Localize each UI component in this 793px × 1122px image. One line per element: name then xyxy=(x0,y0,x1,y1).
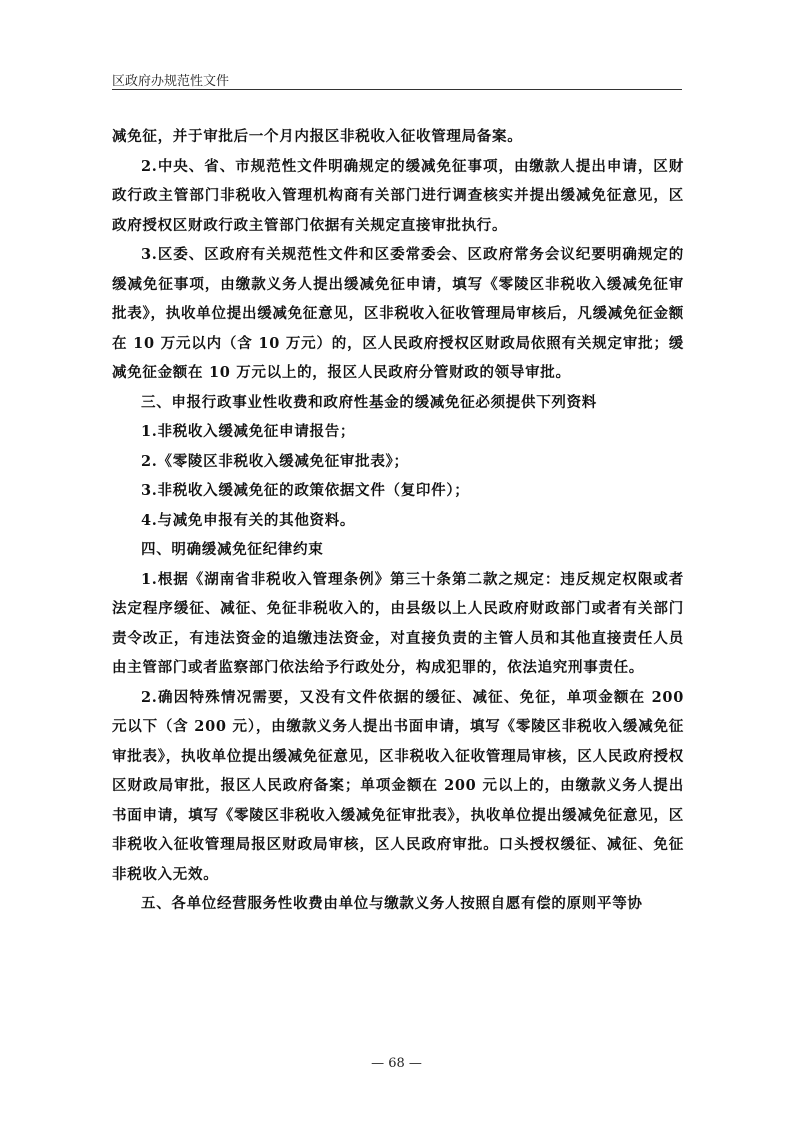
section-heading: 三、申报行政事业性收费和政府性基金的缓减免征必须提供下列资料 xyxy=(141,393,597,411)
section-heading: 五、各单位经营服务性收费由单位与缴款义务人按照自愿有偿的原则平等协 xyxy=(141,895,643,912)
list-item: 1.非税收入缓减免征申请报告； xyxy=(141,423,356,440)
list-item: 4.与减免申报有关的其他资料。 xyxy=(141,511,356,529)
header-divider xyxy=(112,89,682,90)
paragraph: 2.确因特殊情况需要，又没有文件依据的缓征、减征、免征，单项金额在 200 元以下（含 200 元），由缴款义务人提出书面申请，填写《零陵区非税收入缓减免征审批表》，执收单位提出缓减免征意见，区非税收入征收管理局审核，区人民政府授权区财政局审批，报区人民政府备案；单项金额在 200 元以上的，由缴款义务人提出书面申请，填写《零陵区非税收入缓减免征审批表》，执收单位提出缓减免征意见，区非税收入征收管理局报区财政局审核，区人民政府审批。口头授权缓征、减征、免征非税收入无效。 xyxy=(112,688,684,883)
page-number: — 68 — xyxy=(371,1056,422,1071)
paragraph: 1.根据《湖南省非税收入管理条例》第三十条第二款之规定：违反规定权限或者法定程序缓征、减征、免征非税收入的，由县级以上人民政府财政部门或者有关部门责令改正，有违法资金的追缴违法资金，对直接负责的主管人员和其他直接责任人员由主管部门或者监察部门依法给予行政处分，构成犯罪的，依法追究刑事责任。 xyxy=(112,570,684,676)
document-header-title: 区政府办规范性文件 xyxy=(112,74,230,89)
list-item: 3.非税收入缓减免征的政策依据文件（复印件）； xyxy=(141,482,470,499)
document-body xyxy=(112,122,684,919)
paragraph: 3.区委、区政府有关规范性文件和区委常委会、区政府常务会议纪要明确规定的缓减免征事项，由缴款义务人提出缓减免征申请，填写《零陵区非税收入缓减免征审批表》，执收单位提出缓减免征意见，区非税收入征收管理局审核后，凡缓减免征金额在 10 万元以内（含 10 万元）的，区人民政府授权区财政局依照有关规定审批；缓减免征金额在 10 万元以上的，报区人民政府分管财政的领导审批。 xyxy=(112,246,684,381)
list-item: 2.《零陵区非税收入缓减免征审批表》； xyxy=(141,452,409,470)
section-heading: 四、明确缓减免征纪律约束 xyxy=(141,541,324,558)
paragraph: 减免征，并于审批后一个月内报区非税收入征收管理局备案。 xyxy=(112,128,523,145)
paragraph: 2.中央、省、市规范性文件明确规定的缓减免征事项，由缴款人提出申请，区财政行政主管部门非税收入管理机构商有关部门进行调查核实并提出缓减免征意见，区政府授权区财政行政主管部门依据有关规定直接审批执行。 xyxy=(112,157,684,234)
